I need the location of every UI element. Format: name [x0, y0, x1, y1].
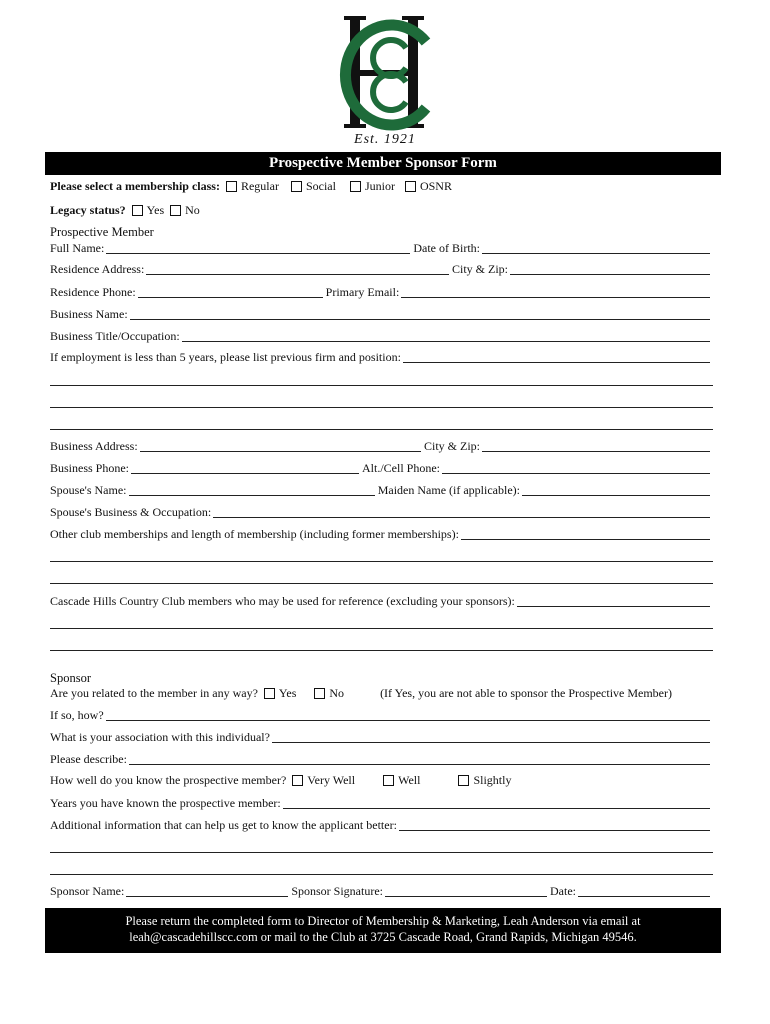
- social-label: Social: [305, 179, 336, 193]
- return-instructions: [45, 908, 721, 953]
- years-known-row: [50, 795, 713, 811]
- related-row: [50, 685, 713, 701]
- other-clubs-line-3[interactable]: [50, 583, 713, 584]
- dob-field[interactable]: [482, 242, 710, 254]
- how-well-label: How well do you know the prospective member?: [50, 773, 287, 787]
- if-so-field[interactable]: [106, 709, 710, 721]
- spouse-name-row: [50, 482, 713, 498]
- legacy-no-checkbox[interactable]: [170, 205, 181, 216]
- club-logo: [330, 12, 438, 134]
- association-field[interactable]: [272, 731, 710, 743]
- date-label: Date:: [550, 884, 576, 898]
- additional-row: [50, 817, 713, 833]
- business-phone-label: Business Phone:: [50, 461, 130, 475]
- well-checkbox[interactable]: [383, 775, 394, 786]
- employment-label: If employment is less than 5 years, please list previous firm and position:: [50, 350, 401, 364]
- business-phone-row: [50, 460, 713, 476]
- well-label: Well: [398, 773, 421, 787]
- related-yes-label: Yes: [278, 686, 297, 700]
- spouse-business-row: [50, 504, 713, 520]
- business-address-row: [50, 438, 713, 454]
- describe-label: Please describe:: [50, 752, 127, 766]
- additional-label: Additional information that can help us get to know the applicant better:: [50, 818, 397, 832]
- legacy-row: [50, 202, 713, 218]
- very-well-checkbox[interactable]: [292, 775, 303, 786]
- references-line-2[interactable]: [50, 628, 713, 629]
- additional-line-3[interactable]: [50, 874, 713, 875]
- other-clubs-line-2[interactable]: [50, 561, 713, 562]
- spouse-business-field[interactable]: [213, 506, 710, 518]
- residence-address-label: Residence Address:: [50, 262, 145, 276]
- full-name-field[interactable]: [106, 242, 410, 254]
- related-note: (If Yes, you are not able to sponsor the Prospective Member): [380, 686, 672, 700]
- residence-address-field[interactable]: [146, 263, 449, 275]
- other-clubs-field[interactable]: [461, 528, 710, 540]
- osnr-checkbox[interactable]: [405, 181, 416, 192]
- business-name-row: [50, 306, 713, 322]
- residence-address-row: [50, 261, 713, 277]
- association-row: [50, 729, 713, 745]
- legacy-no-label: No: [185, 203, 200, 217]
- business-city-zip-field[interactable]: [482, 440, 710, 452]
- membership-class-label: Please select a membership class:: [50, 179, 220, 193]
- signature-row: [50, 883, 713, 899]
- sponsor-name-field[interactable]: [126, 885, 288, 897]
- junior-checkbox[interactable]: [350, 181, 361, 192]
- if-so-row: [50, 707, 713, 723]
- business-title-field[interactable]: [182, 330, 710, 342]
- business-name-label: Business Name:: [50, 307, 128, 321]
- full-name-label: Full Name:: [50, 241, 105, 255]
- slightly-label: Slightly: [473, 773, 512, 787]
- regular-checkbox[interactable]: [226, 181, 237, 192]
- slightly-checkbox[interactable]: [458, 775, 469, 786]
- business-city-zip-label: City & Zip:: [423, 439, 480, 453]
- sponsor-heading: Sponsor: [50, 671, 91, 685]
- other-clubs-row: [50, 526, 713, 542]
- additional-field[interactable]: [399, 819, 710, 831]
- years-known-field[interactable]: [283, 797, 710, 809]
- form-title: Prospective Member Sponsor Form: [45, 152, 721, 175]
- junior-label: Junior: [364, 179, 395, 193]
- residence-phone-field[interactable]: [138, 286, 323, 298]
- additional-line-2[interactable]: [50, 852, 713, 853]
- full-name-row: [50, 240, 713, 256]
- dob-label: Date of Birth:: [413, 241, 480, 255]
- describe-row: [50, 751, 713, 767]
- city-zip-label: City & Zip:: [451, 262, 508, 276]
- legacy-yes-checkbox[interactable]: [132, 205, 143, 216]
- date-field[interactable]: [578, 885, 710, 897]
- sponsor-signature-field[interactable]: [385, 885, 547, 897]
- alt-cell-label: Alt./Cell Phone:: [362, 461, 440, 475]
- legacy-yes-label: Yes: [146, 203, 165, 217]
- related-yes-checkbox[interactable]: [264, 688, 275, 699]
- related-no-checkbox[interactable]: [314, 688, 325, 699]
- describe-field[interactable]: [129, 753, 710, 765]
- employment-line-2[interactable]: [50, 385, 713, 386]
- return-instructions-line-1: Please return the completed form to Director of Membership & Marketing, Leah Anderson via email at: [125, 914, 641, 928]
- very-well-label: Very Well: [307, 773, 356, 787]
- maiden-name-label: Maiden Name (if applicable):: [377, 483, 520, 497]
- spouse-name-label: Spouse's Name:: [50, 483, 127, 497]
- if-so-label: If so, how?: [50, 708, 104, 722]
- years-known-label: Years you have known the prospective member:: [50, 796, 281, 810]
- business-address-field[interactable]: [140, 440, 421, 452]
- references-field[interactable]: [517, 595, 710, 607]
- related-no-label: No: [329, 686, 345, 700]
- established-year: Est. 1921: [354, 132, 416, 147]
- residence-phone-label: Residence Phone:: [50, 285, 136, 299]
- spouse-name-field[interactable]: [129, 484, 375, 496]
- employment-line-3[interactable]: [50, 407, 713, 408]
- regular-label: Regular: [240, 179, 279, 193]
- business-title-label: Business Title/Occupation:: [50, 329, 180, 343]
- related-label: Are you related to the member in any way?: [50, 686, 258, 700]
- primary-email-label: Primary Email:: [325, 285, 400, 299]
- return-instructions-line-2: leah@cascadehillscc.com or mail to the Club at 3725 Cascade Road, Grand Rapids, Michigan 49546.: [129, 930, 637, 944]
- business-name-field[interactable]: [130, 308, 710, 320]
- employment-field[interactable]: [403, 351, 710, 363]
- business-title-row: [50, 328, 713, 344]
- maiden-name-field[interactable]: [522, 484, 710, 496]
- residence-phone-row: [50, 284, 713, 300]
- how-well-row: [50, 772, 713, 788]
- business-address-label: Business Address:: [50, 439, 138, 453]
- sponsor-name-label: Sponsor Name:: [50, 884, 125, 898]
- social-checkbox[interactable]: [291, 181, 302, 192]
- references-line-3[interactable]: [50, 650, 713, 651]
- spouse-business-label: Spouse's Business & Occupation:: [50, 505, 212, 519]
- business-phone-field[interactable]: [131, 462, 359, 474]
- employment-row: [50, 349, 713, 365]
- references-row: [50, 593, 713, 609]
- membership-class-row: [50, 178, 713, 194]
- osnr-label: OSNR: [419, 179, 452, 193]
- legacy-label: Legacy status?: [50, 203, 126, 217]
- primary-email-field[interactable]: [401, 286, 710, 298]
- sponsor-signature-label: Sponsor Signature:: [291, 884, 383, 898]
- references-label: Cascade Hills Country Club members who may be used for reference (excluding your sponsors):: [50, 594, 515, 608]
- employment-line-4[interactable]: [50, 429, 713, 430]
- other-clubs-label: Other club memberships and length of membership (including former memberships):: [50, 527, 459, 541]
- city-zip-field[interactable]: [510, 263, 710, 275]
- alt-cell-field[interactable]: [442, 462, 710, 474]
- prospective-member-heading: Prospective Member: [50, 225, 154, 239]
- association-label: What is your association with this individual?: [50, 730, 270, 744]
